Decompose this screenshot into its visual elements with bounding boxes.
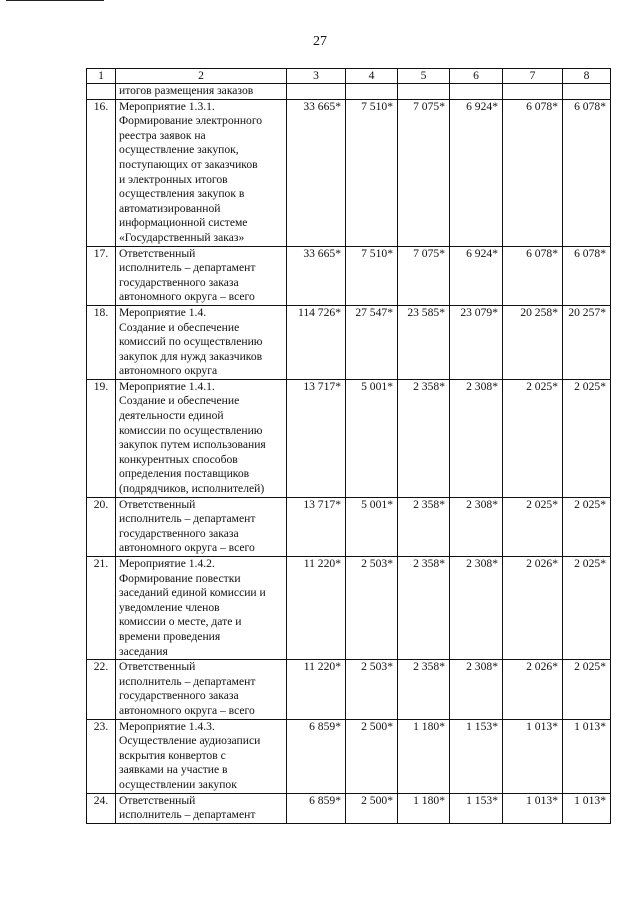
row-number-cell: 24.: [87, 793, 116, 823]
value-cell: 1 153*: [450, 793, 503, 823]
value-cell: 2 025*: [563, 557, 611, 660]
header-row: [87, 69, 611, 84]
value-cell: 6 078*: [563, 246, 611, 305]
table-row: [87, 719, 611, 793]
value-cell: 13 717*: [287, 497, 346, 556]
value-cell: 20 257*: [563, 305, 611, 379]
value-cell: 7 075*: [398, 99, 450, 246]
value-cell: 1 013*: [563, 719, 611, 793]
value-cell: [563, 84, 611, 100]
table-row: [87, 793, 611, 823]
value-cell: 2 500*: [346, 793, 398, 823]
description-cell: Мероприятие 1.4.3. Осуществление аудиозаписи вскрытия конвертов с заявками на участие в осуществлении закупок: [116, 719, 287, 793]
value-cell: 13 717*: [287, 379, 346, 497]
description-cell: Мероприятие 1.4.1. Создание и обеспечение деятельности единой комиссии по осуществлению закупок путем использования конкурентных способов определения поставщиков (подрядчиков, исполнителей): [116, 379, 287, 497]
table-row: [87, 497, 611, 556]
top-left-rule: [6, 0, 104, 1]
value-cell: 2 025*: [503, 497, 563, 556]
value-cell: 2 503*: [346, 660, 398, 719]
value-cell: [287, 84, 346, 100]
value-cell: 27 547*: [346, 305, 398, 379]
value-cell: 11 220*: [287, 557, 346, 660]
table-row: [87, 305, 611, 379]
value-cell: 6 924*: [450, 99, 503, 246]
value-cell: 2 026*: [503, 660, 563, 719]
value-cell: 2 358*: [398, 660, 450, 719]
value-cell: 33 665*: [287, 246, 346, 305]
value-cell: 2 500*: [346, 719, 398, 793]
value-cell: 23 585*: [398, 305, 450, 379]
header-cell: 6: [450, 69, 503, 84]
row-number-cell: 17.: [87, 246, 116, 305]
value-cell: 6 859*: [287, 793, 346, 823]
continuation-row: [87, 84, 611, 100]
row-number-cell: 20.: [87, 497, 116, 556]
header-cell: 7: [503, 69, 563, 84]
value-cell: 2 308*: [450, 557, 503, 660]
value-cell: 7 075*: [398, 246, 450, 305]
header-cell: 2: [116, 69, 287, 84]
table-row: [87, 379, 611, 497]
value-cell: 23 079*: [450, 305, 503, 379]
header-cell: 3: [287, 69, 346, 84]
value-cell: 6 924*: [450, 246, 503, 305]
table-row: [87, 99, 611, 246]
value-cell: 5 001*: [346, 497, 398, 556]
description-cell: Ответственный исполнитель – департамент: [116, 793, 287, 823]
value-cell: [346, 84, 398, 100]
value-cell: 1 013*: [503, 719, 563, 793]
value-cell: 2 358*: [398, 557, 450, 660]
row-number-cell: 19.: [87, 379, 116, 497]
value-cell: 2 503*: [346, 557, 398, 660]
value-cell: 5 001*: [346, 379, 398, 497]
description-cell: Мероприятие 1.4. Создание и обеспечение комиссий по осуществлению закупок для нужд заказчиков автономного округа: [116, 305, 287, 379]
value-cell: 20 258*: [503, 305, 563, 379]
value-cell: 2 026*: [503, 557, 563, 660]
value-cell: 33 665*: [287, 99, 346, 246]
value-cell: 2 358*: [398, 379, 450, 497]
value-cell: 2 308*: [450, 660, 503, 719]
row-number-cell: 23.: [87, 719, 116, 793]
value-cell: 7 510*: [346, 99, 398, 246]
value-cell: 114 726*: [287, 305, 346, 379]
table-row: [87, 660, 611, 719]
value-cell: 7 510*: [346, 246, 398, 305]
value-cell: 6 078*: [503, 99, 563, 246]
value-cell: 1 013*: [503, 793, 563, 823]
description-cell: Ответственный исполнитель – департамент государственного заказа автономного округа – всего: [116, 246, 287, 305]
row-number-cell: 18.: [87, 305, 116, 379]
value-cell: 11 220*: [287, 660, 346, 719]
value-cell: 2 308*: [450, 379, 503, 497]
row-number-cell: 21.: [87, 557, 116, 660]
value-cell: 2 025*: [563, 660, 611, 719]
page-number: 27: [313, 34, 327, 49]
header-cell: 1: [87, 69, 116, 84]
value-cell: 6 078*: [503, 246, 563, 305]
budget-table: [86, 68, 611, 824]
value-cell: 2 025*: [563, 379, 611, 497]
value-cell: [503, 84, 563, 100]
header-cell: 8: [563, 69, 611, 84]
value-cell: 2 025*: [503, 379, 563, 497]
value-cell: [398, 84, 450, 100]
value-cell: 6 859*: [287, 719, 346, 793]
table-row: [87, 557, 611, 660]
value-cell: [450, 84, 503, 100]
value-cell: 2 025*: [563, 497, 611, 556]
row-number-cell: [87, 84, 116, 100]
row-number-cell: 16.: [87, 99, 116, 246]
row-number-cell: 22.: [87, 660, 116, 719]
value-cell: 1 180*: [398, 793, 450, 823]
header-cell: 5: [398, 69, 450, 84]
value-cell: 1 180*: [398, 719, 450, 793]
description-cell: Мероприятие 1.4.2. Формирование повестки заседаний единой комиссии и уведомление членов комиссии о месте, дате и времени проведения заседания: [116, 557, 287, 660]
description-cell: Ответственный исполнитель – департамент государственного заказа автономного округа – всего: [116, 497, 287, 556]
continuation-text: итогов размещения заказов: [116, 84, 287, 100]
value-cell: 1 153*: [450, 719, 503, 793]
header-cell: 4: [346, 69, 398, 84]
description-cell: Мероприятие 1.3.1. Формирование электронного реестра заявок на осуществление закупок, поступающих от заказчиков и электронных итогов осуществления закупок в автоматизированной информационной системе «Государственный заказ»: [116, 99, 287, 246]
value-cell: 2 358*: [398, 497, 450, 556]
table-row: [87, 246, 611, 305]
description-cell: Ответственный исполнитель – департамент государственного заказа автономного округа – всего: [116, 660, 287, 719]
value-cell: 6 078*: [563, 99, 611, 246]
value-cell: 1 013*: [563, 793, 611, 823]
value-cell: 2 308*: [450, 497, 503, 556]
